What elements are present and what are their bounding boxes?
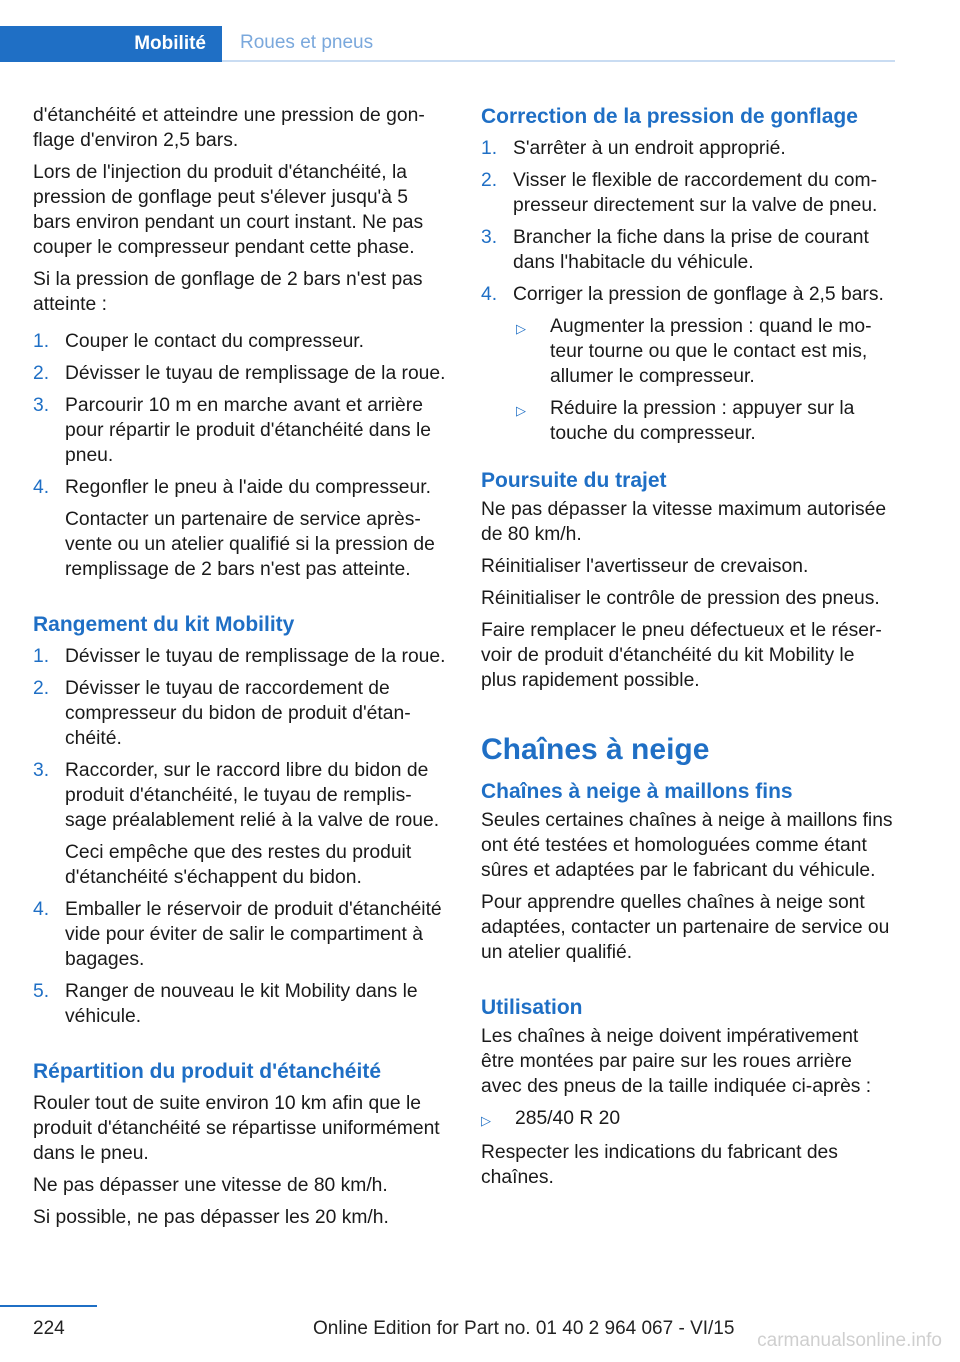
watermark: carmanualsonline.info [757,1330,942,1351]
step-text: Brancher la fiche dans la prise de courant dans l'habitacle du véhicule. [513,227,869,273]
list-item [481,168,895,218]
step-text: Emballer le réservoir de produit d'étanchéité vide pour éviter de salir le compartiment à bagages. [65,899,442,970]
heading-maillons-fins: Chaînes à neige à maillons fins [481,780,793,803]
step-text: Visser le flexible de raccordement du compresseur directement sur la valve de pneu. [513,170,878,216]
step-text: Parcourir 10 m en marche avant et arrière pour répartir le produit d'étanchéité dans le pneu. [65,395,431,466]
right-column [481,103,895,1197]
sub-bullet-list [516,314,895,446]
heading-correction: Correction de la pression de gonflage [481,105,858,128]
list-item [33,475,447,582]
step-number: 4. [33,477,50,498]
step-number: 1. [33,646,50,667]
steps-list-correction [481,136,895,446]
step-note: Ceci empêche que des restes du produit d'étanchéité s'échappent du bidon. [65,842,412,888]
paragraph: Ne pas dépasser une vitesse de 80 km/h. [33,1175,388,1196]
step-number: 3. [481,227,498,248]
list-item [33,758,447,890]
step-number: 4. [481,284,498,305]
list-item [33,676,447,751]
list-item [33,979,447,1029]
paragraph: Réinitialiser le contrôle de pression des pneus. [481,588,880,609]
paragraph: Rouler tout de suite environ 10 km afin que le produit d'étanchéité se répartisse uniformément dans le pneu. [33,1093,440,1164]
step-note: Contacter un partenaire de service après-vente ou un atelier qualifié si la pression de remplissage de 2 bars n'est pas atteinte. [65,509,435,580]
heading-chaines-a-neige: Chaînes à neige [481,733,710,766]
triangle-bullet-icon: ▷ [516,321,526,336]
step-number: 3. [33,760,50,781]
left-column [33,103,447,1237]
heading-repartition: Répartition du produit d'étanchéité [33,1060,381,1083]
heading-poursuite: Poursuite du trajet [481,469,667,492]
paragraph: Réinitialiser l'avertisseur de crevaison. [481,556,809,577]
paragraph: Ne pas dépasser la vitesse maximum autorisée de 80 km/h. [481,499,887,545]
step-number: 4. [33,899,50,920]
step-number: 5. [33,981,50,1002]
paragraph: Si possible, ne pas dépasser les 20 km/h. [33,1207,389,1228]
steps-list-rangement [33,644,447,1029]
page-number: 224 [33,1318,65,1339]
bullet-text: 285/40 R 20 [515,1108,621,1129]
list-item [481,282,895,307]
step-text: Dévisser le tuyau de raccordement de compresseur du bidon de produit d'étanchéité. [65,678,411,749]
paragraph: Seules certaines chaînes à neige à maillons fins ont été testées et homologuées comme étant sûres et adaptées par le fabricant du véhicule. [481,810,893,881]
step-text: Dévisser le tuyau de remplissage de la roue. [65,646,446,667]
heading-utilisation: Utilisation [481,996,583,1019]
step-text: Regonfler le pneu à l'aide du compresseur. [65,477,431,498]
step-number: 1. [481,138,498,159]
paragraph: Les chaînes à neige doivent impérativement être montées par paire sur les roues arrière avec des pneus de la taille indiquée ci-après : [481,1026,872,1097]
list-item [481,225,895,275]
triangle-bullet-icon: ▷ [481,1113,491,1128]
list-item [33,361,447,386]
list-item [33,329,447,354]
step-text: S'arrêter à un endroit approprié. [513,138,786,159]
paragraph: Respecter les indications du fabricant des chaînes. [481,1142,838,1188]
list-item [33,897,447,972]
step-number: 2. [33,363,50,384]
steps-list-failure [33,329,447,582]
tab-roues-et-pneus[interactable]: Roues et pneus [240,32,374,53]
step-text: Ranger de nouveau le kit Mobility dans le véhicule. [65,981,418,1027]
intro-paragraph: Si la pression de gonflage de 2 bars n'est pas atteinte : [33,269,423,315]
header-tabbar [0,26,895,62]
edition-info: Online Edition for Part no. 01 40 2 964 067 - VI/15 [313,1318,735,1339]
step-number: 1. [33,331,50,352]
list-item [481,1106,895,1133]
intro-paragraph: Lors de l'injection du produit d'étanchéité, la pression de gonflage peut s'élever jusqu'à 5 bars environ pendant un court instant. Ne pas couper le compresseur pendant cette phase. [33,162,424,258]
step-text: Couper le contact du compresseur. [65,331,365,352]
bullet-text: Réduire la pression : appuyer sur la touche du compresseur. [550,398,855,444]
tab-divider [222,60,895,62]
step-text: Raccorder, sur le raccord libre du bidon de produit d'étanchéité, le tuyau de remplissage préalablement relié à la valve de roue. [65,760,440,831]
tab-mobilite[interactable]: Mobilité [0,26,222,62]
step-number: 2. [481,170,498,191]
step-text: Dévisser le tuyau de remplissage de la roue. [65,363,446,384]
heading-rangement: Rangement du kit Mobility [33,613,295,636]
list-item [481,136,895,161]
step-number: 3. [33,395,50,416]
bullet-text: Augmenter la pression : quand le moteur tourne ou que le contact est mis, allumer le compresseur. [550,316,872,387]
list-item [33,393,447,468]
paragraph: Faire remplacer le pneu défectueux et le réservoir de produit d'étanchéité du kit Mobility le plus rapidement possible. [481,620,882,691]
step-number: 2. [33,678,50,699]
step-text: Corriger la pression de gonflage à 2,5 bars. [513,284,884,305]
intro-paragraph: d'étanchéité et atteindre une pression de gonflage d'environ 2,5 bars. [33,105,425,151]
list-item [516,396,895,446]
list-item [516,314,895,389]
list-item [33,644,447,669]
footer-divider [0,1305,97,1307]
paragraph: Pour apprendre quelles chaînes à neige sont adaptées, contacter un partenaire de service ou un atelier qualifié. [481,892,890,963]
triangle-bullet-icon: ▷ [516,403,526,418]
